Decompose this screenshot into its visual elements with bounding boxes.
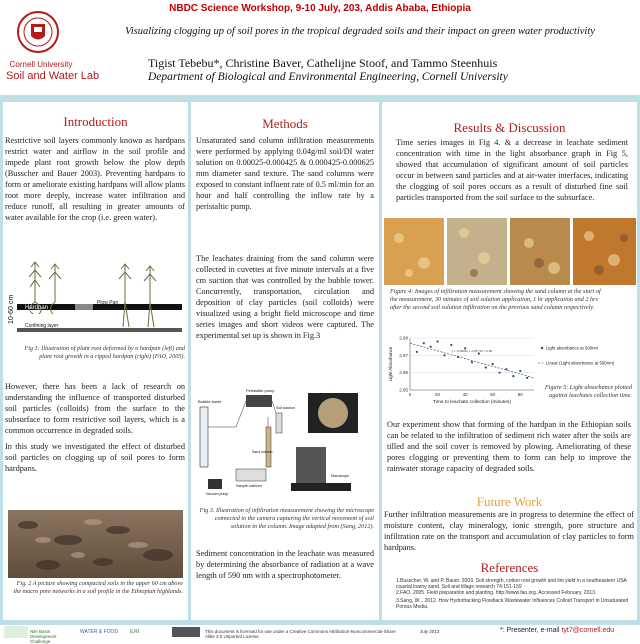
chart-legend-label-points: Light absorbance at 590nm bbox=[546, 345, 599, 351]
fig1-depth-label: 10-60 cm bbox=[8, 294, 15, 324]
chart-point bbox=[443, 354, 445, 356]
chart-y-tick-label: 2.97 bbox=[399, 352, 408, 358]
chart-point bbox=[492, 363, 494, 365]
chart-point bbox=[416, 351, 418, 353]
fig4-image-start bbox=[384, 218, 444, 285]
results-paragraph-2: Our experiment show that forming of the hardpan in the Ethiopian soils can be related to the infiltration of sediment rich water after the soils are tilled and the soil cover is removed by plowing. Ameliorating of these pores clogging or preventing them to form can help to improve the rainwater storage capacity of degraded soils. bbox=[387, 420, 631, 473]
chart-annotation: y = -0.0002x + 2.977 R² = 0.38 bbox=[451, 348, 493, 353]
chart-y-tick-label: 2.96 bbox=[399, 370, 408, 376]
figure-3-caption: Fig 3. Illustration of infiltration measurement showing the microscope connected to the camera capturing the vertical movement of soil solution in the column. Image adapted from (Sang, 2012). bbox=[199, 507, 374, 530]
license-text: This document is licensed for use under a Creative Commons Attribution-Noncommercial-Share Alike 3.0 Unported License bbox=[205, 629, 396, 639]
chart-y-tick-label: 2.95 bbox=[399, 387, 408, 393]
results-heading: Results & Discussion bbox=[453, 120, 566, 135]
chart-legend-label-trend: Linear (Light absorbance at 590nm) bbox=[546, 360, 615, 366]
chart-x-tick-label: 0 bbox=[408, 392, 412, 397]
future-work-heading: Future Work bbox=[476, 494, 543, 509]
methods-paragraph-3: Sediment concentration in the leachate was measured by determining the absorbance of radiation at a wave length of 590 nm with a spectrophotometer. bbox=[196, 549, 374, 580]
reference-1: 1.Busscher, W. and P. Bauer. 2003. Soil strength, cotton root growth and lint yield in a southeastern USA coastal loamy sand. Soil and tillage research 74:151-159 bbox=[396, 578, 627, 591]
fig1-confining-label: Confining layer bbox=[25, 323, 59, 329]
figure-5-absorbance-chart bbox=[384, 330, 634, 416]
chart-x-axis-label: Time to leachate collection (minutes) bbox=[433, 400, 511, 405]
chart-point bbox=[436, 340, 438, 342]
fig4-image-2hr bbox=[573, 218, 636, 285]
chart-x-tick-label: 20 bbox=[435, 392, 441, 397]
chart-point bbox=[526, 377, 528, 379]
reference-3: 3.Sang, W.,. 2012. How Hydrofracking Flowback Wastewater Influences Colloid Transport in Unsaturated Porous Media. bbox=[396, 598, 629, 611]
poster-title: Visualizing clogging up of soil pores in the tropical degraded soils and their impact on green water productivity bbox=[125, 26, 595, 37]
figure-4-caption: Figure 4: Images of infiltration measurement showing the sand column at the start of the measurement, 30 minutes of soil solution application, 1 hr application and 2 hrs after the second soil solution infiltration on the previous sand column respectively. bbox=[390, 288, 601, 311]
fig1-plow-label: Plow Pan bbox=[97, 300, 119, 306]
future-work-paragraph: Further infiltration measurements are in progress to determine the effect of moisture content, clay mineralogy, ionic strength, pore structure and infiltration rate on the transport and accumulation of clay particles to form hardpans. bbox=[384, 510, 634, 552]
references-heading: References bbox=[480, 560, 539, 575]
presenter-contact bbox=[500, 627, 614, 634]
creative-commons-badge bbox=[172, 627, 200, 637]
fig4-image-1hr bbox=[510, 218, 570, 285]
chart-point bbox=[498, 372, 500, 374]
chart-point bbox=[430, 346, 432, 348]
figure-4-time-series-images bbox=[384, 218, 636, 285]
university-name: Cornell University bbox=[9, 60, 73, 69]
bubble-tower bbox=[200, 407, 208, 467]
chart-point bbox=[471, 361, 473, 363]
poster-header bbox=[0, 0, 640, 100]
presenter-email-link[interactable]: tyt7@cornell.edu bbox=[561, 627, 615, 634]
footer-logo-3-text: ILRI bbox=[130, 629, 140, 635]
chart-y-axis-label: Light Absorbance bbox=[388, 346, 393, 382]
figure-1-caption: Fig 1: Illustration of plant root deformed by a hardpan (left) and plant root growth in a ripped hardpan (right) (FAO, 2005). bbox=[24, 345, 185, 360]
introduction-panel bbox=[3, 102, 188, 620]
nbdc-logo bbox=[4, 626, 28, 638]
footer-logo-2-text: WATER & FOOD bbox=[80, 629, 119, 635]
fig3-solution-label: Soil solution bbox=[276, 406, 295, 410]
footer-logo-1-text: Nile Basin Development Challenge bbox=[30, 629, 57, 644]
microscope bbox=[296, 447, 326, 487]
chart-x-tick-label: 40 bbox=[462, 392, 468, 397]
chart-y-tick-label: 2.98 bbox=[399, 335, 408, 341]
figure-1-hardpan-illustration bbox=[5, 252, 185, 342]
chart-point bbox=[450, 344, 452, 346]
chart-x-tick-label: 80 bbox=[517, 392, 523, 397]
footer-date: July 2013 bbox=[420, 629, 440, 634]
figure-5-caption: Figure 5: Light absorbance plotted against leachates collection time. bbox=[544, 384, 632, 399]
results-paragraph-1: Time series images in Fig 4. & a decrease in leachate sediment concentration with time in the light absorbance graph in Fig 5, showed that accumulation of significant amount of soil particles occur in between sand particles and at air-water interfaces, indicating the clogging of soil pores occurs as a result of disturbed fine soil particles transported from the soil surface to the subsurface. bbox=[396, 138, 628, 202]
cornell-seal-icon bbox=[16, 10, 60, 58]
sand-column bbox=[266, 427, 271, 467]
fig3-sample-label: Sample collector bbox=[236, 484, 262, 488]
lab-name: Soil and Water Lab bbox=[6, 70, 100, 82]
reference-2: 2.FAO. 2005. Field preparation and planting. http://www.fao.org. Accessed February, 2013. bbox=[396, 590, 597, 596]
chart-point bbox=[423, 342, 425, 344]
figure-2-soil-photo bbox=[8, 510, 183, 578]
fig3-bubble-label: Bubble tower bbox=[198, 399, 222, 404]
fig3-pump-label: Peristaltic pump bbox=[246, 388, 275, 393]
authors: Tigist Tebebu*, Christine Baver, Cathelijne Stoof, and Tammo Steenhuis bbox=[148, 56, 498, 70]
results-panel bbox=[382, 102, 637, 620]
fig3-vacuum-label: Vacuum pump bbox=[206, 492, 229, 496]
chart-point bbox=[512, 375, 514, 377]
methods-paragraph-2: The leachates draining from the sand column were collected in cuvettes at five minute intervals at a five cm suction that was controlled by the bubble tower. Concurrently, transportation, circulation and deposition of clay particles (soil colloids) were visualized using a bright field microscope and time series images and short videos were captured. The experimental set up is shown in Fig.3 bbox=[196, 254, 374, 340]
introduction-paragraph-2: However, there has been a lack of research on understanding the influence of transported disturbed soil particles (colloids) from the surface to the subsurface to form restrictive soil layers, which is a common occurrence in degraded soils. bbox=[5, 382, 185, 435]
introduction-paragraph-1: Restrictive soil layers commonly known as hardpans restrict water and airflow in the soil profile and impede plant root growth below the plow depth (Busscher and Bauer 2003). Preventing hardpans to form or ameliorate existing hardpans will allow plants root more deeply, increase water infiltration and reduce runoff, all resulting in greater amounts of water available for the crop (i.e. green water). bbox=[5, 136, 185, 222]
fig1-hardpan-label: Hardpan bbox=[25, 305, 49, 311]
chart-point bbox=[519, 370, 521, 372]
introduction-heading: Introduction bbox=[63, 114, 128, 129]
chart-point bbox=[485, 366, 487, 368]
workshop-banner: NBDC Science Workshop, 9-10 July, 203, Addis Ababa, Ethiopia bbox=[169, 3, 471, 14]
chart-x-tick-label: 60 bbox=[490, 392, 496, 397]
methods-paragraph-1: Unsaturated sand column infiltration measurements were performed by applying 0.04g/ml soil/DI water solution on 0.00025-0.000425 & 0.000425-0.000625 mm diameter sand texture. The sand columns were exposed to constant influent rate of 0.5 ml/min for an hour and half controlling the inflow rate by a peristaltic pump. bbox=[196, 136, 374, 211]
introduction-paragraph-3: In this study we investigated the effect of disturbed soil particles on clogging up of soil pores to form hardpans. bbox=[5, 442, 185, 473]
figure-3-setup-illustration bbox=[196, 387, 371, 507]
fig3-microscope-label: Microscope bbox=[331, 474, 349, 478]
department: Department of Biological and Environmental Engineering, Cornell University bbox=[148, 71, 508, 83]
chart-legend-marker-points bbox=[541, 347, 543, 349]
peristaltic-pump bbox=[246, 395, 272, 407]
fig3-column-label: Sand column bbox=[252, 450, 273, 454]
presenter-label: *: Presenter, e-mail bbox=[500, 627, 560, 634]
methods-panel bbox=[191, 102, 379, 620]
methods-heading: Methods bbox=[262, 116, 308, 131]
figure-2-caption: Fig. 2 A picture showing compacted soils in the upper 60 cm above the macro pore networks in a soil profile in the Ethiopian highlands. bbox=[13, 580, 183, 595]
